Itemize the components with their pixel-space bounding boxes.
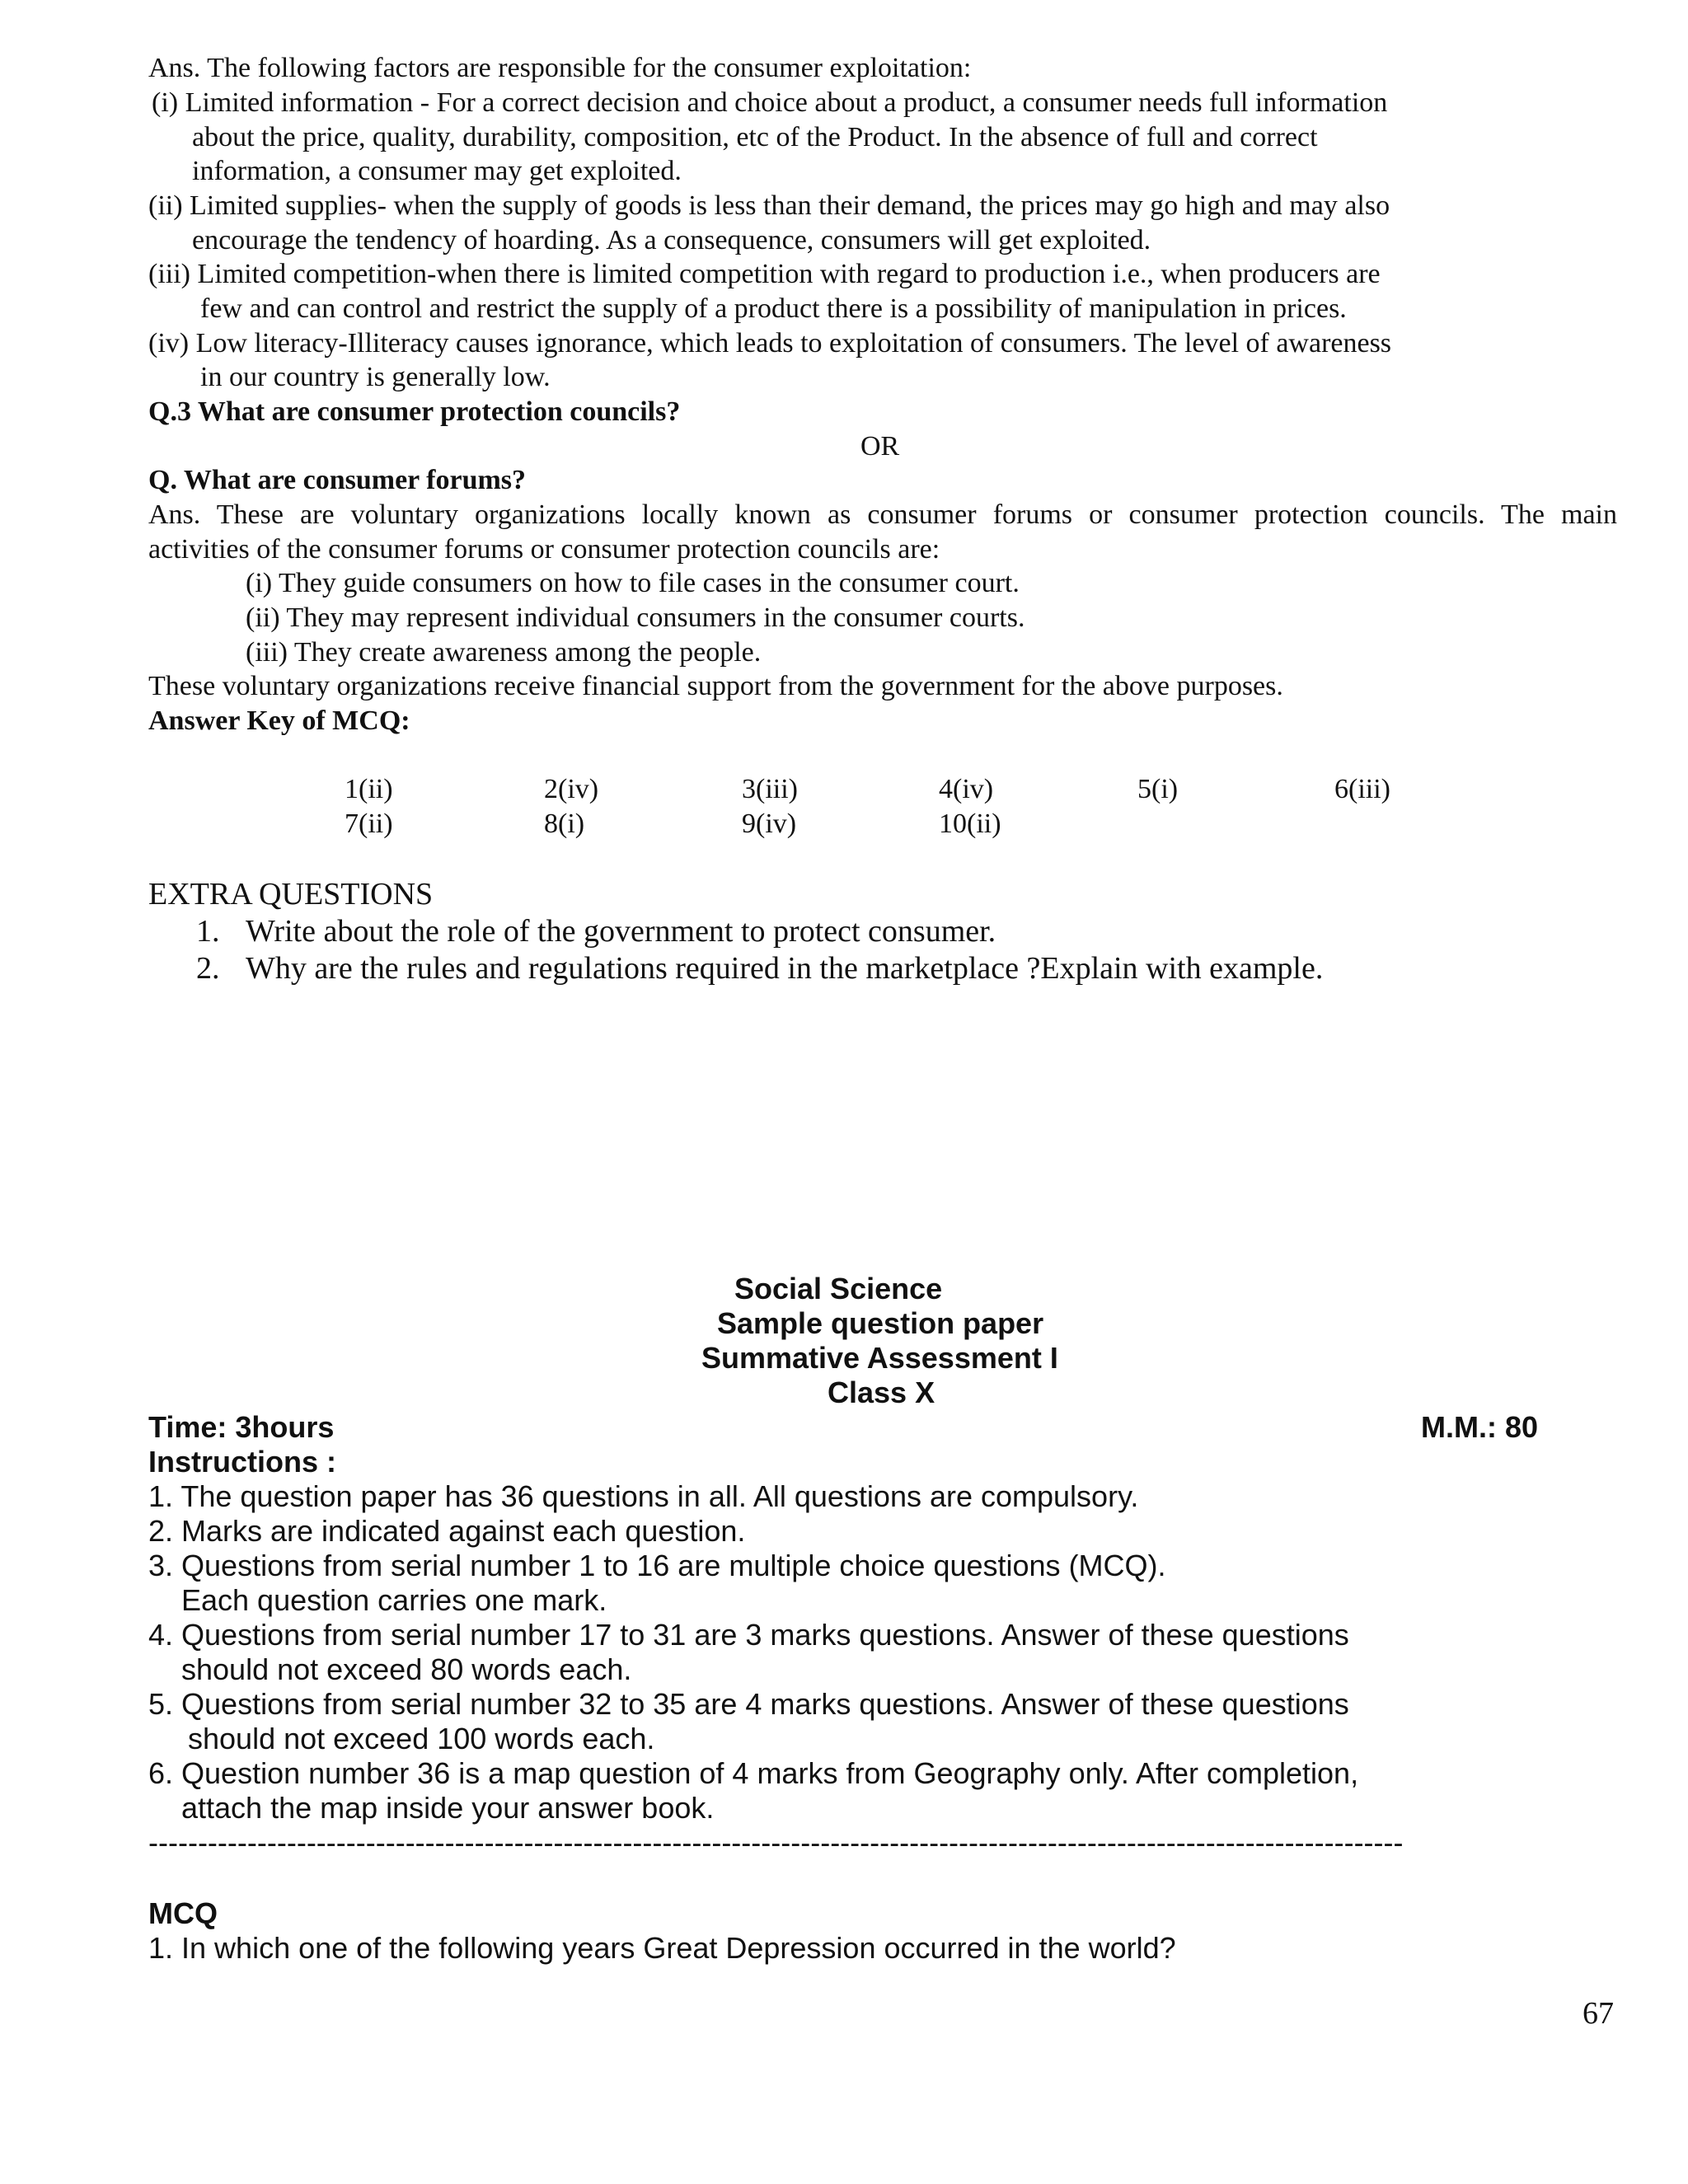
q3-closing: These voluntary organizations receive financial support from the government for the above purposes. <box>148 671 1283 701</box>
extra-question-text: Why are the rules and regulations required in the marketplace ?Explain with example. <box>246 951 1324 986</box>
instruction-line: 6. Question number 36 is a map question of 4 marks from Geography only. After completion, <box>148 1756 1359 1790</box>
activity-item: (iii) They create awareness among the people. <box>246 637 762 668</box>
paper-max-marks: M.M.: 80 <box>1421 1410 1539 1444</box>
activity-item: (ii) They may represent individual consumers in the consumer courts. <box>246 602 1025 633</box>
instructions-heading: Instructions : <box>148 1445 337 1479</box>
answer-intro: Ans. The following factors are responsible for the consumer exploitation: <box>148 53 972 83</box>
answer-key-cell: 6(iii) <box>1334 774 1390 804</box>
factor-i-line1: (i) Limited information - For a correct decision and choice about a product, a consumer needs full information <box>152 87 1388 118</box>
factor-i-line3: information, a consumer may get exploited. <box>192 156 682 186</box>
or-separator: OR <box>860 431 900 462</box>
factor-ii-line2: encourage the tendency of hoarding. As a consequence, consumers will get exploited. <box>192 225 1151 255</box>
answer-key-cell: 10(ii) <box>939 808 1001 839</box>
page-number: 67 <box>1582 1996 1614 2031</box>
factor-iv-line2: in our country is generally low. <box>200 362 551 392</box>
q3-answer-line2: activities of the consumer forums or consumer protection councils are: <box>148 534 940 565</box>
dashed-divider: ------------------------------------------------------------------------------------------------------------------------------- <box>148 1828 1404 1858</box>
answer-key-cell: 5(i) <box>1137 774 1179 804</box>
instruction-line: should not exceed 100 words each. <box>188 1722 655 1755</box>
factor-i-line2: about the price, quality, durability, composition, etc of the Product. In the absence of full and correct <box>192 122 1318 152</box>
instruction-line: 4. Questions from serial number 17 to 31 are 3 marks questions. Answer of these questions <box>148 1618 1349 1652</box>
paper-title-subject: Social Science <box>734 1272 943 1305</box>
activity-item: (i) They guide consumers on how to file cases in the consumer court. <box>246 568 1020 598</box>
mcq-heading: MCQ <box>148 1896 218 1930</box>
extra-question-text: Write about the role of the government to protect consumer. <box>246 914 996 949</box>
factor-iv-line1: (iv) Low literacy-Illiteracy causes ignorance, which leads to exploitation of consumers. The level of awareness <box>148 328 1392 359</box>
instruction-line: 2. Marks are indicated against each question. <box>148 1514 746 1548</box>
instruction-line: 1. The question paper has 36 questions in all. All questions are compulsory. <box>148 1479 1139 1513</box>
question-3: Q.3 What are consumer protection councils? <box>148 396 681 427</box>
answer-key-heading: Answer Key of MCQ: <box>148 705 410 736</box>
instruction-line: 5. Questions from serial number 32 to 35 are 4 marks questions. Answer of these questions <box>148 1687 1349 1721</box>
extra-question-number: 2. <box>196 951 220 986</box>
answer-key-cell: 1(ii) <box>345 774 393 804</box>
factor-iii-line2: few and can control and restrict the supply of a product there is a possibility of manipulation in prices. <box>200 293 1347 324</box>
q3-answer-line1: Ans. These are voluntary organizations locally known as consumer forums or consumer protection councils. The main <box>148 499 1617 530</box>
instruction-line: 3. Questions from serial number 1 to 16 are multiple choice questions (MCQ). <box>148 1549 1166 1582</box>
factor-iii-line1: (iii) Limited competition-when there is limited competition with regard to production i.e., when producers are <box>148 259 1381 289</box>
instruction-line: attach the map inside your answer book. <box>181 1791 715 1825</box>
question-3-alt: Q. What are consumer forums? <box>148 465 527 495</box>
extra-questions-heading: EXTRA QUESTIONS <box>148 877 434 912</box>
answer-key-cell: 9(iv) <box>742 808 797 839</box>
paper-title-sample: Sample question paper <box>717 1306 1044 1340</box>
answer-key-cell: 3(iii) <box>742 774 798 804</box>
paper-time: Time: 3hours <box>148 1410 335 1444</box>
factor-ii-line1: (ii) Limited supplies- when the supply of goods is less than their demand, the prices may go high and may also <box>148 190 1390 221</box>
answer-key-cell: 2(iv) <box>544 774 599 804</box>
answer-key-cell: 8(i) <box>544 808 585 839</box>
instruction-line: Each question carries one mark. <box>181 1583 607 1617</box>
paper-title-assessment: Summative Assessment I <box>701 1341 1058 1375</box>
extra-question-number: 1. <box>196 914 220 949</box>
answer-key-cell: 7(ii) <box>345 808 393 839</box>
mcq-question-1: 1. In which one of the following years Great Depression occurred in the world? <box>148 1931 1176 1965</box>
paper-title-class: Class X <box>828 1376 935 1409</box>
answer-key-cell: 4(iv) <box>939 774 994 804</box>
instruction-line: should not exceed 80 words each. <box>181 1652 632 1686</box>
